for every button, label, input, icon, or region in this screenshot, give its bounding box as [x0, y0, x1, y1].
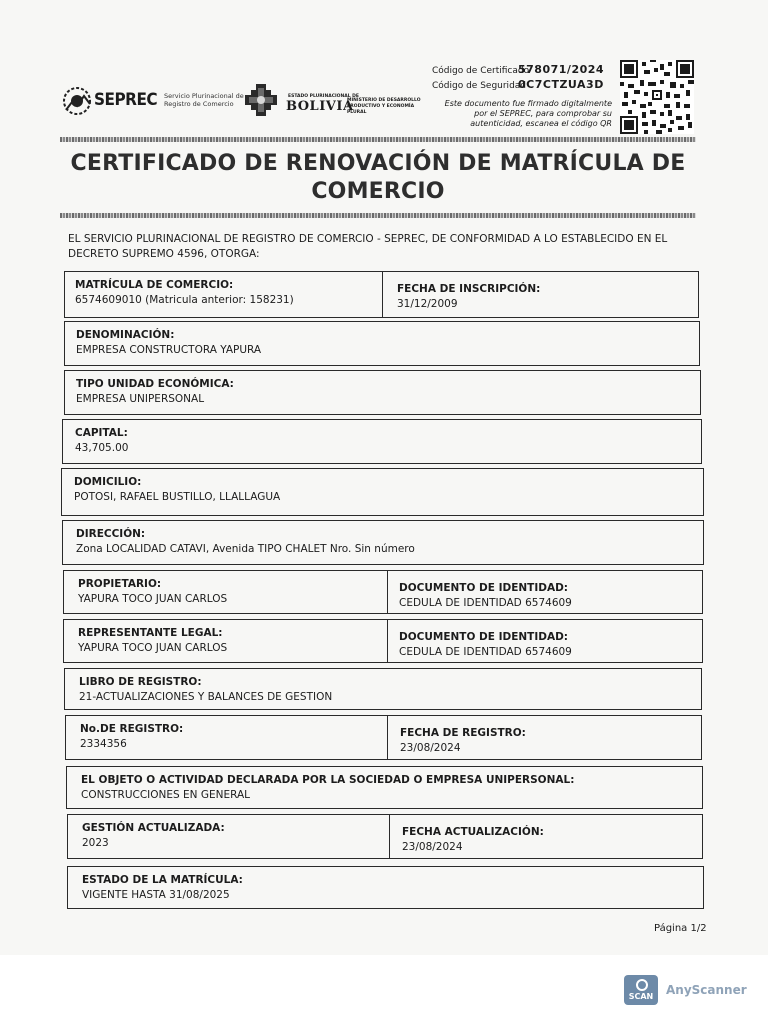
anyscanner-name: AnyScanner — [666, 983, 747, 997]
no-registro-label: No.DE REGISTRO: — [80, 723, 184, 735]
denominacion-cell — [65, 322, 699, 365]
representante-value: YAPURA TOCO JUAN CARLOS — [78, 642, 228, 654]
libro-box — [64, 668, 702, 710]
ministry-name: MINISTERIO DE DESARROLLO PRODUCTIVO Y ECONOMÍA PLURAL — [347, 98, 421, 115]
domicilio-value: POTOSI, RAFAEL BUSTILLO, LLALLAGUA — [74, 491, 281, 503]
state-label: ESTADO PLURINACIONAL DE — [288, 94, 359, 99]
domicilio-label: DOMICILIO: — [74, 476, 142, 488]
seprec-brand: SEPREC — [94, 90, 158, 110]
matricula-label: MATRÍCULA DE COMERCIO: — [75, 279, 234, 291]
capital-cell — [63, 420, 701, 463]
domicilio-cell — [62, 469, 703, 515]
direccion-box — [62, 520, 704, 565]
fecha-registro-value: 23/08/2024 — [400, 742, 461, 754]
direccion-cell — [63, 521, 703, 564]
bolivia-name: BOLIVIA — [286, 99, 354, 114]
tipo-unidad-cell — [65, 371, 700, 414]
denominacion-label: DENOMINACIÓN: — [76, 329, 175, 341]
estado-label: ESTADO DE LA MATRÍCULA: — [82, 874, 243, 886]
header-divider — [60, 137, 696, 142]
fecha-inscripcion-cell — [382, 272, 698, 317]
direccion-label: DIRECCIÓN: — [76, 528, 146, 540]
scan-badge-label: SCAN — [628, 992, 654, 1001]
certificate-codes — [432, 63, 612, 93]
objeto-value: CONSTRUCCIONES EN GENERAL — [81, 789, 251, 801]
page-number: Página 1/2 — [654, 923, 707, 934]
propietario-label: PROPIETARIO: — [78, 578, 162, 590]
estado-cell — [68, 867, 703, 908]
title-divider — [60, 213, 696, 218]
security-code-label: Código de Seguridad — [432, 81, 527, 91]
fecha-registro-label: FECHA DE REGISTRO: — [400, 727, 526, 739]
intro-text: EL SERVICIO PLURINACIONAL DE REGISTRO DE COMERCIO - SEPREC, DE CONFORMIDAD A LO ESTABLECIDO EN EL DECRETO SUPREMO 4596, OTORGA: — [68, 233, 668, 260]
libro-label: LIBRO DE REGISTRO: — [79, 676, 202, 688]
gestion-label: GESTIÓN ACTUALIZADA: — [82, 822, 225, 834]
security-code-value: 0C7CTZUA3D — [518, 78, 604, 91]
libro-cell — [65, 669, 701, 709]
page-title: CERTIFICADO DE RENOVACIÓN DE MATRÍCULA DE COMERCIO — [70, 151, 686, 204]
gestion-value: 2023 — [82, 837, 109, 849]
direccion-value: Zona LOCALIDAD CATAVI, Avenida TIPO CHALET Nro. Sin número — [76, 543, 415, 555]
fecha-inscripcion-value: 31/12/2009 — [397, 298, 458, 310]
no-registro-cell — [66, 716, 387, 759]
representante-cell — [64, 620, 387, 662]
tipo-unidad-label: TIPO UNIDAD ECONÓMICA: — [76, 378, 234, 390]
propietario-box — [63, 570, 703, 614]
seprec-logo — [60, 84, 250, 118]
propietario-value: YAPURA TOCO JUAN CARLOS — [78, 593, 228, 605]
doc-representante-cell — [387, 620, 702, 662]
objeto-box — [66, 766, 703, 809]
objeto-label: EL OBJETO O ACTIVIDAD DECLARADA POR LA SOCIEDAD O EMPRESA UNIPERSONAL: — [81, 774, 575, 786]
doc-propietario-value: CEDULA DE IDENTIDAD 6574609 — [399, 597, 572, 609]
matricula-box — [64, 271, 699, 318]
no-registro-value: 2334356 — [80, 738, 127, 750]
fecha-actualizacion-value: 23/08/2024 — [402, 841, 463, 853]
doc-propietario-label: DOCUMENTO DE IDENTIDAD: — [399, 582, 568, 594]
certificate-code-value: 578071/2024 — [518, 63, 605, 76]
estado-value: VIGENTE HASTA 31/08/2025 — [82, 889, 230, 901]
representante-box — [63, 619, 703, 663]
doc-representante-value: CEDULA DE IDENTIDAD 6574609 — [399, 646, 572, 658]
capital-box — [62, 419, 702, 464]
representante-label: REPRESENTANTE LEGAL: — [78, 627, 223, 639]
security-code-row — [432, 78, 612, 93]
matricula-value: 6574609010 (Matricula anterior: 158231) — [75, 294, 294, 306]
anyscanner-watermark — [624, 975, 754, 1005]
propietario-cell — [64, 571, 387, 613]
tipo-unidad-box — [64, 370, 701, 415]
doc-propietario-cell — [387, 571, 702, 613]
seprec-emblem-icon — [60, 84, 94, 118]
gestion-cell — [68, 815, 389, 858]
tipo-unidad-value: EMPRESA UNIPERSONAL — [76, 393, 205, 405]
bolivia-chakana-icon — [243, 82, 279, 118]
doc-representante-label: DOCUMENTO DE IDENTIDAD: — [399, 631, 568, 643]
certificate-code-row — [432, 63, 612, 78]
fecha-inscripcion-label: FECHA DE INSCRIPCIÓN: — [397, 283, 541, 295]
certificate-code-label: Código de Certificado — [432, 66, 530, 76]
objeto-cell — [67, 767, 702, 808]
denominacion-box — [64, 321, 700, 366]
fecha-actualizacion-label: FECHA ACTUALIZACIÓN: — [402, 826, 544, 838]
estado-box — [67, 866, 704, 909]
qr-code-icon[interactable] — [620, 60, 694, 134]
matricula-cell — [65, 272, 382, 317]
libro-value: 21-ACTUALIZACIONES Y BALANCES DE GESTION — [79, 691, 333, 703]
registro-box — [65, 715, 702, 760]
gestion-box — [67, 814, 703, 859]
fecha-registro-cell — [387, 716, 701, 759]
digital-signature-note: Este documento fue firmado digitalmente por el SEPREC, para comprobar su autenticidad, escanea el código QR — [444, 99, 612, 128]
capital-label: CAPITAL: — [75, 427, 128, 439]
denominacion-value: EMPRESA CONSTRUCTORA YAPURA — [76, 344, 262, 356]
bolivia-logo — [243, 82, 433, 118]
domicilio-box — [61, 468, 704, 516]
capital-value: 43,705.00 — [75, 442, 129, 454]
fecha-actualizacion-cell — [389, 815, 702, 858]
seprec-tagline: Servicio Plurinacional de Registro de Comercio — [164, 92, 244, 108]
scan-badge-icon — [624, 975, 658, 1005]
